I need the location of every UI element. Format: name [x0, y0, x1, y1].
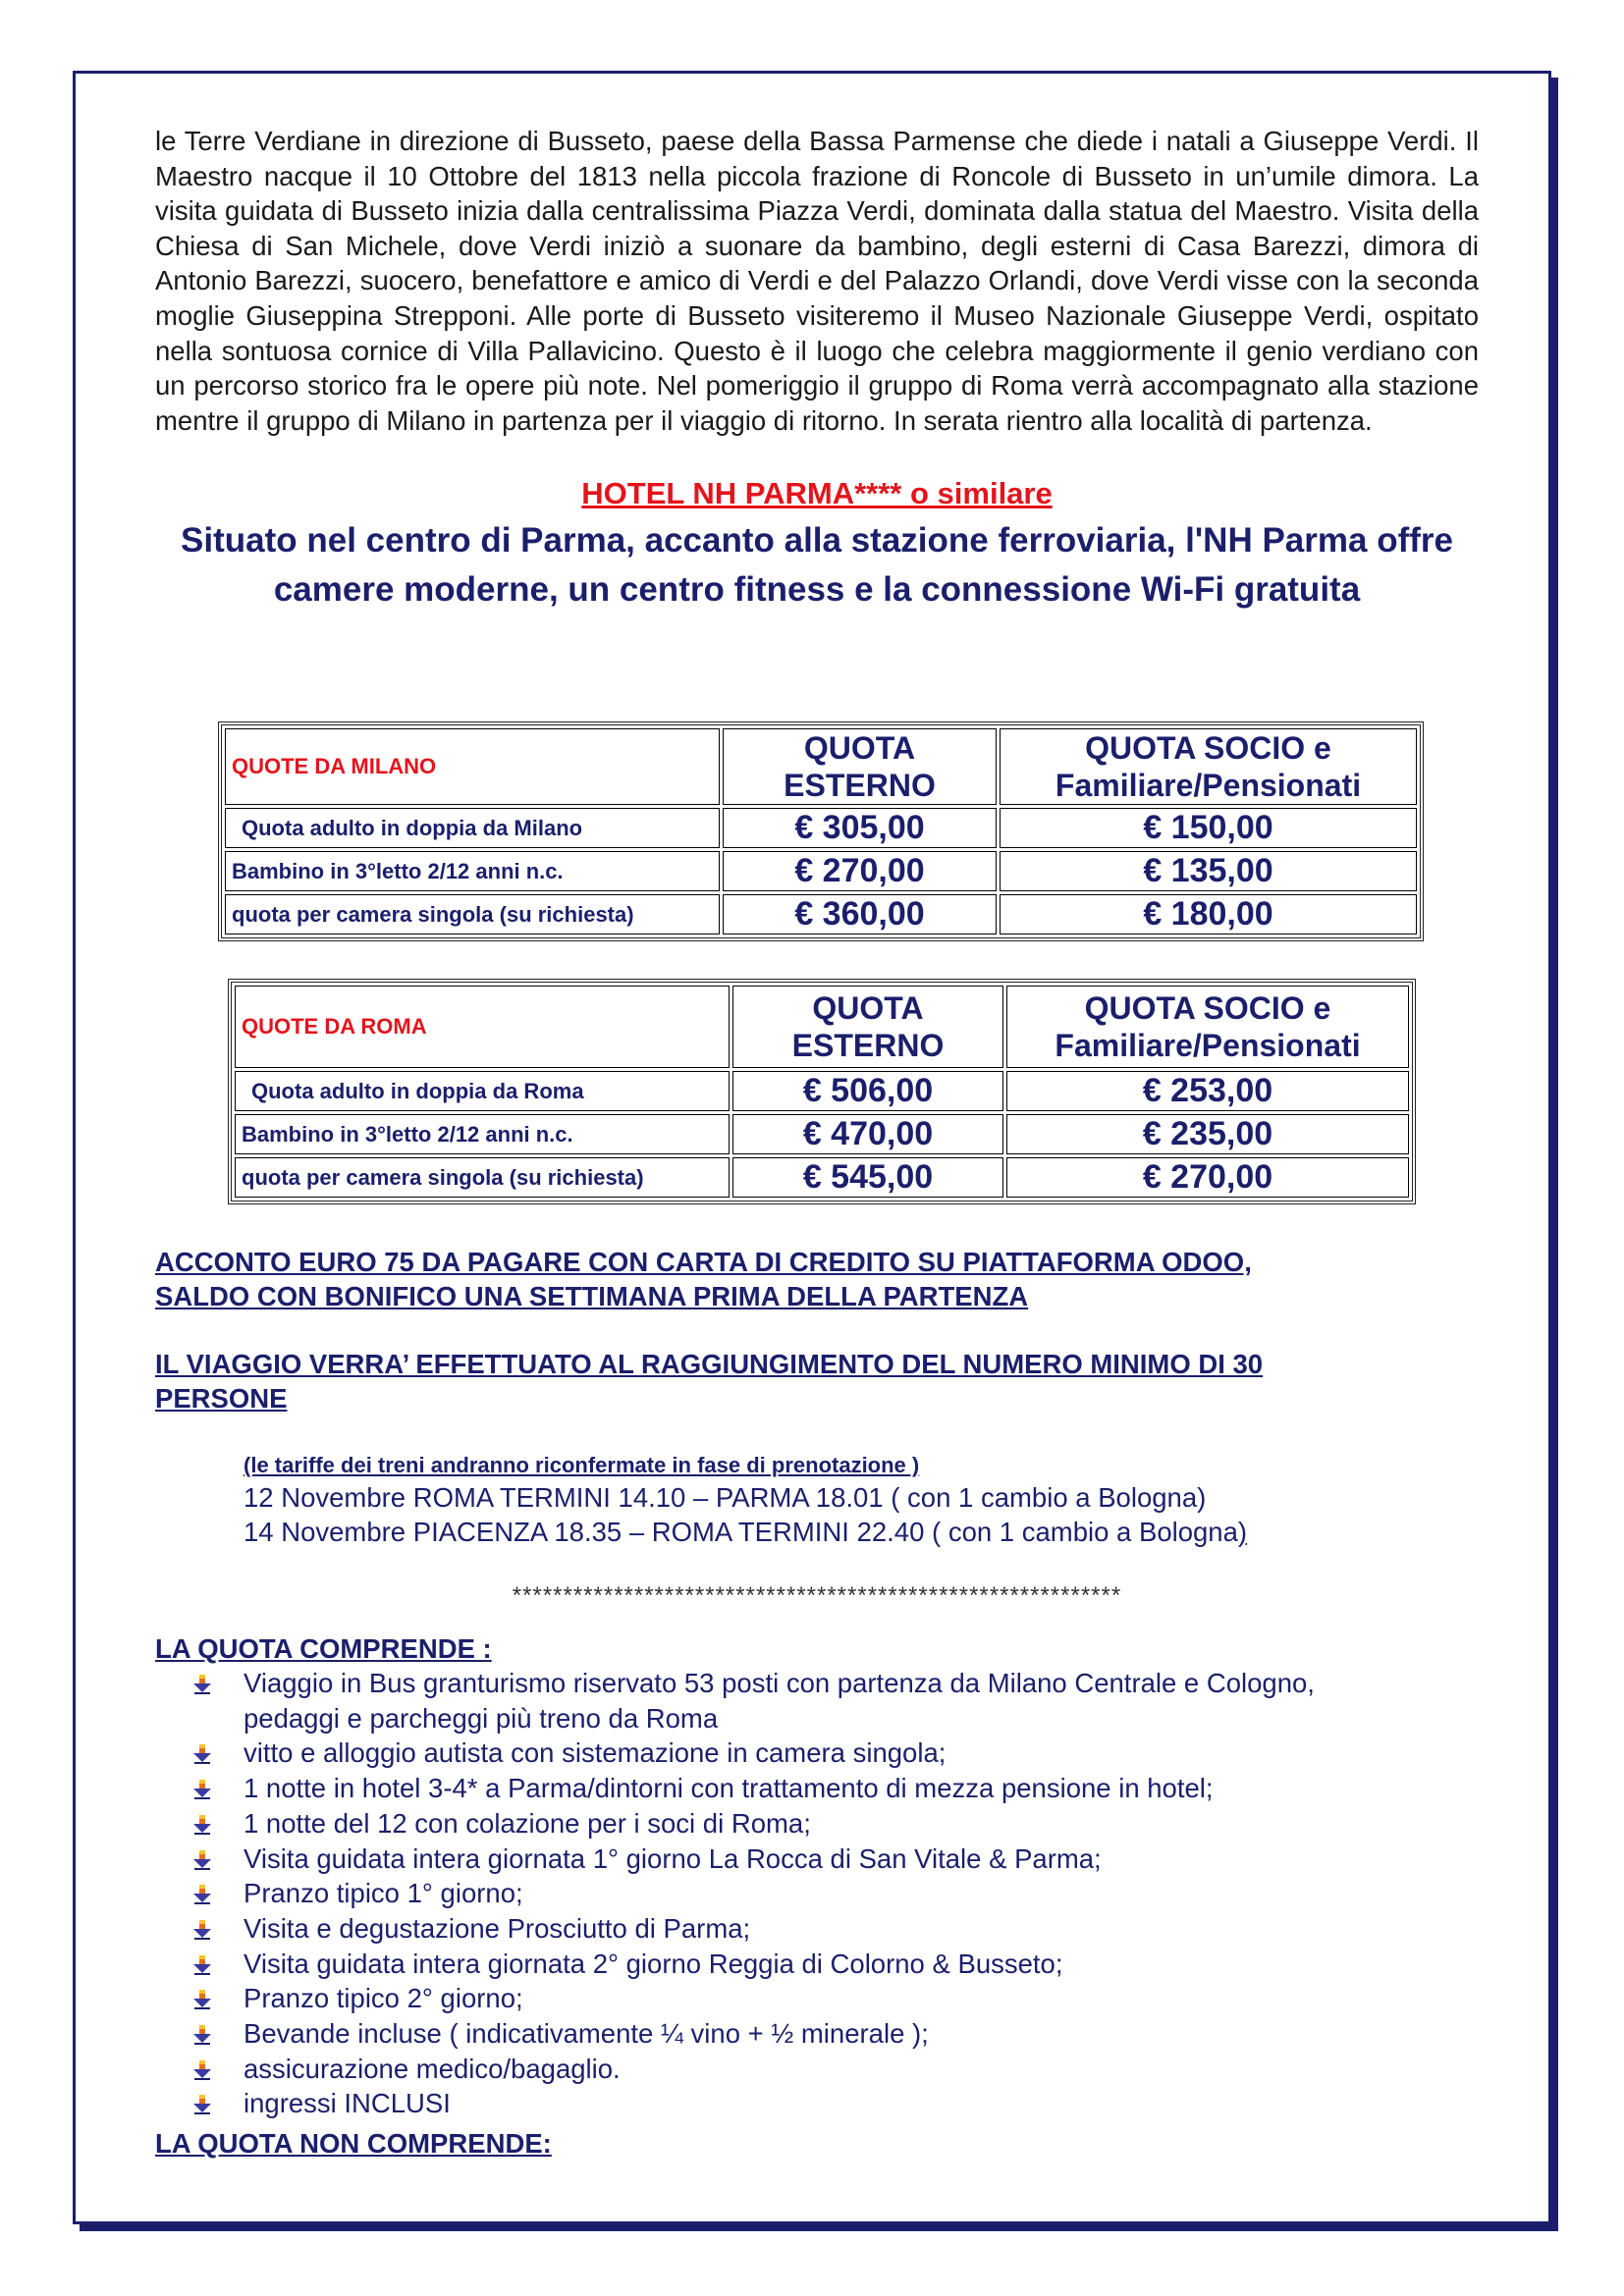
row-label: Quota adulto in doppia da Milano — [225, 808, 720, 848]
minimum-line: PERSONE — [155, 1383, 288, 1414]
row-label: Bambino in 3°letto 2/12 anni n.c. — [225, 851, 720, 891]
list-item — [192, 1842, 1469, 1877]
train-return-text: 14 Novembre PIACENZA 18.35 – ROMA TERMINI 22.40 ( con 1 cambio a Bologna — [244, 1517, 1238, 1547]
price-socio: € 135,00 — [1000, 851, 1417, 891]
hotel-description — [155, 516, 1479, 614]
arrow-bullet-icon — [192, 2060, 212, 2080]
arrow-bullet-icon — [192, 1850, 212, 1870]
header-line: QUOTA SOCIO e — [1084, 990, 1331, 1026]
arrow-bullet-icon — [192, 1955, 212, 1975]
price-esterno: € 470,00 — [732, 1114, 1003, 1154]
header-line: QUOTA — [803, 730, 916, 766]
list-item — [192, 1666, 1469, 1735]
arrow-bullet-icon — [192, 1744, 212, 1764]
list-item — [192, 2086, 1469, 2121]
header-line: Familiare/Pensionati — [1055, 1028, 1361, 1063]
table-row — [225, 894, 1417, 934]
item-text: 1 notte del 12 con colazione per i soci di Roma; — [244, 1807, 811, 1839]
list-item — [192, 1947, 1469, 1982]
header-line: ESTERNO — [791, 1028, 945, 1063]
train-return — [244, 1515, 1422, 1549]
hotel-description-line: Situato nel centro di Parma, accanto alla stazione ferroviaria, l'NH Parma offre — [181, 521, 1453, 561]
payment-line: SALDO CON BONIFICO UNA SETTIMANA PRIMA DELLA PARTENZA — [155, 1281, 1029, 1311]
price-esterno: € 305,00 — [723, 808, 997, 848]
price-table-roma — [228, 979, 1416, 1204]
item-text: Visita e degustazione Prosciutto di Parma; — [244, 1912, 751, 1944]
arrow-bullet-icon — [192, 1920, 212, 1940]
header-line: QUOTA — [812, 990, 924, 1026]
arrow-bullet-icon — [192, 2025, 212, 2045]
includes-title: LA QUOTA COMPRENDE : — [155, 1633, 492, 1664]
document-body — [155, 124, 1479, 614]
list-item — [192, 1771, 1469, 1806]
arrow-bullet-icon — [192, 2095, 212, 2114]
row-label: quota per camera singola (su richiesta) — [225, 894, 720, 934]
row-label: Quota adulto in doppia da Roma — [235, 1071, 730, 1111]
table-row — [235, 1114, 1409, 1154]
list-item — [192, 2052, 1469, 2087]
column-header-esterno — [732, 986, 1003, 1068]
price-esterno: € 545,00 — [732, 1157, 1003, 1198]
list-item — [192, 1981, 1469, 2016]
header-line: ESTERNO — [784, 768, 936, 803]
payment-terms — [155, 1245, 1479, 1313]
table-title: QUOTE DA MILANO — [225, 728, 720, 805]
row-label: Bambino in 3°letto 2/12 anni n.c. — [235, 1114, 730, 1154]
minimum-participants — [155, 1347, 1479, 1415]
header-line: Familiare/Pensionati — [1055, 768, 1362, 803]
separator: ************************************************************ — [512, 1582, 1122, 1609]
train-schedule — [244, 1451, 1422, 1549]
price-esterno: € 360,00 — [723, 894, 997, 934]
arrow-bullet-icon — [192, 1780, 212, 1799]
column-header-socio — [1000, 728, 1417, 805]
item-text: Visita guidata intera giornata 1° giorno La Rocca di San Vitale & Parma; — [244, 1842, 1102, 1874]
list-item — [192, 1735, 1469, 1771]
table-row — [225, 808, 1417, 848]
hotel-title: HOTEL NH PARMA**** o similare — [581, 476, 1053, 511]
excludes-title: LA QUOTA NON COMPRENDE: — [155, 2128, 552, 2159]
hotel-description-line: camere moderne, un centro fitness e la connessione Wi-Fi gratuita — [273, 570, 1361, 610]
table-title: QUOTE DA ROMA — [235, 986, 730, 1068]
price-socio: € 235,00 — [1006, 1114, 1409, 1154]
item-text: vitto e alloggio autista con sistemazione in camera singola; — [244, 1737, 947, 1769]
list-item — [192, 1911, 1469, 1947]
includes-list — [192, 1666, 1469, 2121]
column-header-esterno — [723, 728, 997, 805]
train-return-close: ) — [1237, 1517, 1248, 1547]
item-text: 1 notte in hotel 3-4* a Parma/dintorni con trattamento di mezza pensione in hotel; — [244, 1773, 1214, 1804]
item-text: Viaggio in Bus granturismo riservato 53 posti con partenza da Milano Centrale e Cologno, — [244, 1668, 1315, 1698]
table-row — [235, 1071, 1409, 1111]
arrow-bullet-icon — [192, 1675, 212, 1694]
row-label: quota per camera singola (su richiesta) — [235, 1157, 730, 1198]
train-outbound: 12 Novembre ROMA TERMINI 14.10 – PARMA 18.01 ( con 1 cambio a Bologna) — [244, 1482, 1207, 1513]
arrow-bullet-icon — [192, 1885, 212, 1904]
arrow-bullet-icon — [192, 1815, 212, 1835]
item-text: ingressi INCLUSI — [244, 2088, 451, 2119]
list-item — [192, 1806, 1469, 1842]
price-socio: € 270,00 — [1006, 1157, 1409, 1198]
column-header-socio — [1006, 986, 1409, 1068]
price-table-milano — [218, 721, 1424, 941]
item-text: Bevande incluse ( indicativamente ¼ vino + ½ minerale ); — [244, 2018, 929, 2050]
table-row — [225, 851, 1417, 891]
payment-line: ACCONTO EURO 75 DA PAGARE CON CARTA DI CREDITO SU PIATTAFORMA ODOO, — [155, 1247, 1252, 1277]
price-socio: € 180,00 — [1000, 894, 1417, 934]
list-item — [192, 1876, 1469, 1911]
header-line: QUOTA SOCIO e — [1085, 730, 1331, 766]
price-esterno: € 270,00 — [723, 851, 997, 891]
item-text-continuation: pedaggi e parcheggi più treno da Roma — [244, 1702, 719, 1734]
price-socio: € 253,00 — [1006, 1071, 1409, 1111]
price-esterno: € 506,00 — [732, 1071, 1003, 1111]
item-text: assicurazione medico/bagaglio. — [244, 2053, 621, 2084]
table-row — [235, 1157, 1409, 1198]
intro-paragraph: le Terre Verdiane in direzione di Busseto, paese della Bassa Parmense che diede i natali a Giuseppe Verdi. Il Maestro nacque il 10 Ottobre del 1813 nella piccola frazione di Roncole di Busseto in un’umile dimora. La visita guidata di Busseto inizia dalla centralissima Piazza Verdi, dominata dalla statua del Maestro. Visita della Chiesa di San Michele, dove Verdi iniziò a suonare da bambino, degli esterni di Casa Barezzi, dimora di Antonio Barezzi, suocero, benefattore e amico di Verdi e del Palazzo Orlandi, dove Verdi visse con la seconda moglie Giuseppina Strepponi. Alle porte di Busseto visiteremo il Museo Nazionale Giuseppe Verdi, ospitato nella sontuosa cornice di Villa Pallavicino. Questo è il luogo che celebra maggiormente il genio verdiano con un percorso storico fra le opere più note. Nel pomeriggio il gruppo di Roma verrà accompagnato alla stazione mentre il gruppo di Milano in partenza per il viaggio di ritorno. In serata rientro alla località di partenza. — [155, 126, 1479, 436]
arrow-bullet-icon — [192, 1990, 212, 2009]
list-item — [192, 2016, 1469, 2052]
train-note: (le tariffe dei treni andranno riconfermate in fase di prenotazione ) — [244, 1453, 920, 1477]
item-text: Pranzo tipico 2° giorno; — [244, 1983, 523, 2014]
price-socio: € 150,00 — [1000, 808, 1417, 848]
item-text: Pranzo tipico 1° giorno; — [244, 1878, 523, 1909]
item-text: Visita guidata intera giornata 2° giorno Reggia di Colorno & Busseto; — [244, 1948, 1063, 1979]
minimum-line: IL VIAGGIO VERRA’ EFFETTUATO AL RAGGIUNGIMENTO DEL NUMERO MINIMO DI 30 — [155, 1349, 1264, 1379]
